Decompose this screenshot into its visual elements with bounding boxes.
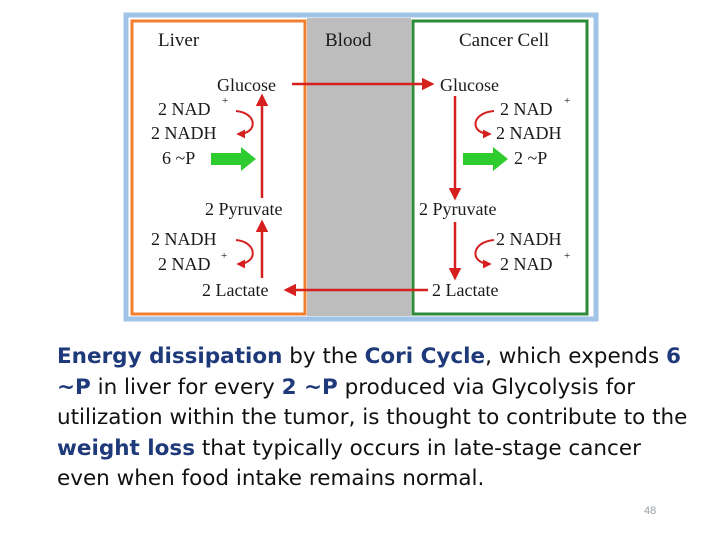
liver-nad-label: 2 NAD bbox=[158, 99, 211, 119]
caption-text bbox=[57, 342, 697, 495]
caption-term-2p: 2 ~P bbox=[281, 374, 338, 400]
caption-term-energy-dissipation: Energy dissipation bbox=[57, 344, 283, 369]
cancer-nadh2-label: 2 NADH bbox=[496, 229, 562, 249]
caption-term-cori-cycle: Cori Cycle bbox=[364, 344, 486, 369]
liver-title: Liver bbox=[158, 30, 200, 51]
cancer-atp-label: 2 ~P bbox=[514, 148, 548, 168]
caption-segment: produced via Glycolysis for utilization within the tumor, is thought to contribute to the bbox=[57, 374, 688, 430]
cancer-title: Cancer Cell bbox=[459, 30, 550, 51]
cancer-glucose-label: Glucose bbox=[440, 75, 499, 95]
caption-segment: that typically occurs in late-stage cancer even when food intake remains normal. bbox=[57, 435, 641, 491]
caption-segment: by the bbox=[282, 344, 365, 369]
liver-lactate-label: 2 Lactate bbox=[202, 280, 269, 300]
liver-nad-plus: + bbox=[222, 95, 229, 107]
liver-nad2-label: 2 NAD bbox=[158, 254, 211, 274]
liver-pyruvate-label: 2 Pyruvate bbox=[205, 199, 283, 219]
cancer-nad2-label: 2 NAD bbox=[500, 254, 553, 274]
page-number: 48 bbox=[644, 505, 657, 517]
cancer-nadh-label: 2 NADH bbox=[496, 123, 562, 143]
caption-segment: in liver for every bbox=[90, 374, 282, 400]
liver-nadh-label: 2 NADH bbox=[151, 123, 217, 143]
cancer-nad2-plus: + bbox=[564, 250, 571, 262]
liver-nad2-plus: + bbox=[221, 250, 228, 262]
caption-segment: , which expends bbox=[485, 344, 666, 369]
cancer-pyruvate-label: 2 Pyruvate bbox=[419, 199, 497, 219]
liver-glucose-label: Glucose bbox=[217, 75, 276, 95]
caption-term-6p: 6 ~P bbox=[57, 344, 681, 400]
liver-nadh2-label: 2 NADH bbox=[151, 229, 217, 249]
liver-atp-label: 6 ~P bbox=[162, 148, 196, 168]
blood-compartment bbox=[307, 18, 411, 316]
caption-term-weight-loss: weight loss bbox=[57, 435, 196, 461]
cancer-nad-label: 2 NAD bbox=[500, 99, 553, 119]
blood-title: Blood bbox=[325, 30, 372, 51]
cancer-lactate-label: 2 Lactate bbox=[432, 280, 499, 300]
cancer-nad-plus: + bbox=[564, 95, 571, 107]
